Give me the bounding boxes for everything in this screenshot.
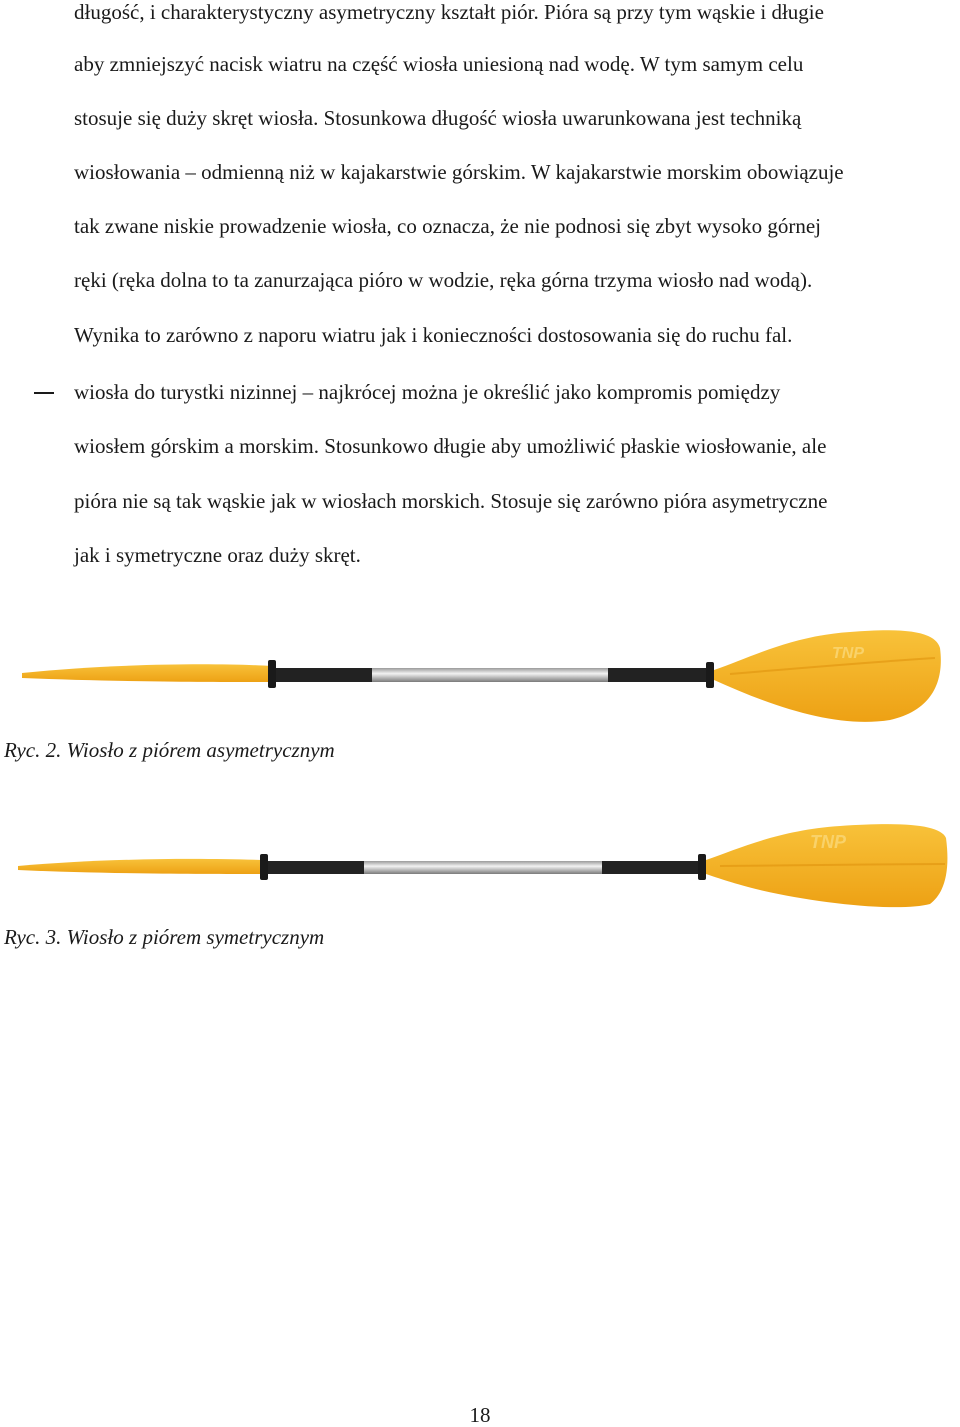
- text-line-6: ręki (ręka dolna to ta zanurzająca pióro w wodzie, ręka górna trzyma wiosło nad wodą).: [74, 268, 813, 292]
- text-line-10: pióra nie są tak wąskie jak w wiosłach morskich. Stosuje się zarówno pióra asymetryczne: [74, 489, 828, 513]
- text-line-11: jak i symetryczne oraz duży skręt.: [74, 543, 361, 567]
- text-line-4: wiosłowania – odmienną niż w kajakarstwie górskim. W kajakarstwie morskim obowiązuje: [74, 160, 844, 184]
- tnp-logo: TNP: [810, 832, 846, 852]
- text-line-8: wiosła do turystki nizinnej – najkrócej można je określić jako kompromis pomiędzy: [74, 380, 781, 404]
- text-line-9: wiosłem górskim a morskim. Stosunkowo długie aby umożliwić płaskie wiosłowanie, ale: [74, 434, 827, 458]
- page-number: 18: [469, 1403, 491, 1427]
- text-line-7: Wynika to zarówno z naporu wiatru jak i konieczności dostosowania się do ruchu fal.: [74, 323, 793, 347]
- text-line-2: aby zmniejszyć nacisk wiatru na część wiosła uniesioną nad wodę. W tym samym celu: [74, 52, 804, 76]
- figure-caption-asymmetric: Ryc. 2. Wiosło z piórem asymetrycznym: [4, 738, 335, 762]
- paddle-symmetric-image: [0, 808, 960, 918]
- text-line-3: stosuje się duży skręt wiosła. Stosunkowa długość wiosła uwarunkowana jest techniką: [74, 106, 802, 130]
- text-line-1: długość, i charakterystyczny asymetryczny kształt piór. Pióra są przy tym wąskie i długie: [74, 0, 824, 24]
- tnp-logo: TNP: [832, 645, 864, 662]
- list-bullet-dash: [34, 392, 54, 394]
- figure-caption-symmetric: Ryc. 3. Wiosło z piórem symetrycznym: [4, 925, 325, 949]
- text-line-5: tak zwane niskie prowadzenie wiosła, co oznacza, że nie podnosi się zbyt wysoko górnej: [74, 214, 821, 238]
- paddle-asymmetric-image: [0, 618, 960, 736]
